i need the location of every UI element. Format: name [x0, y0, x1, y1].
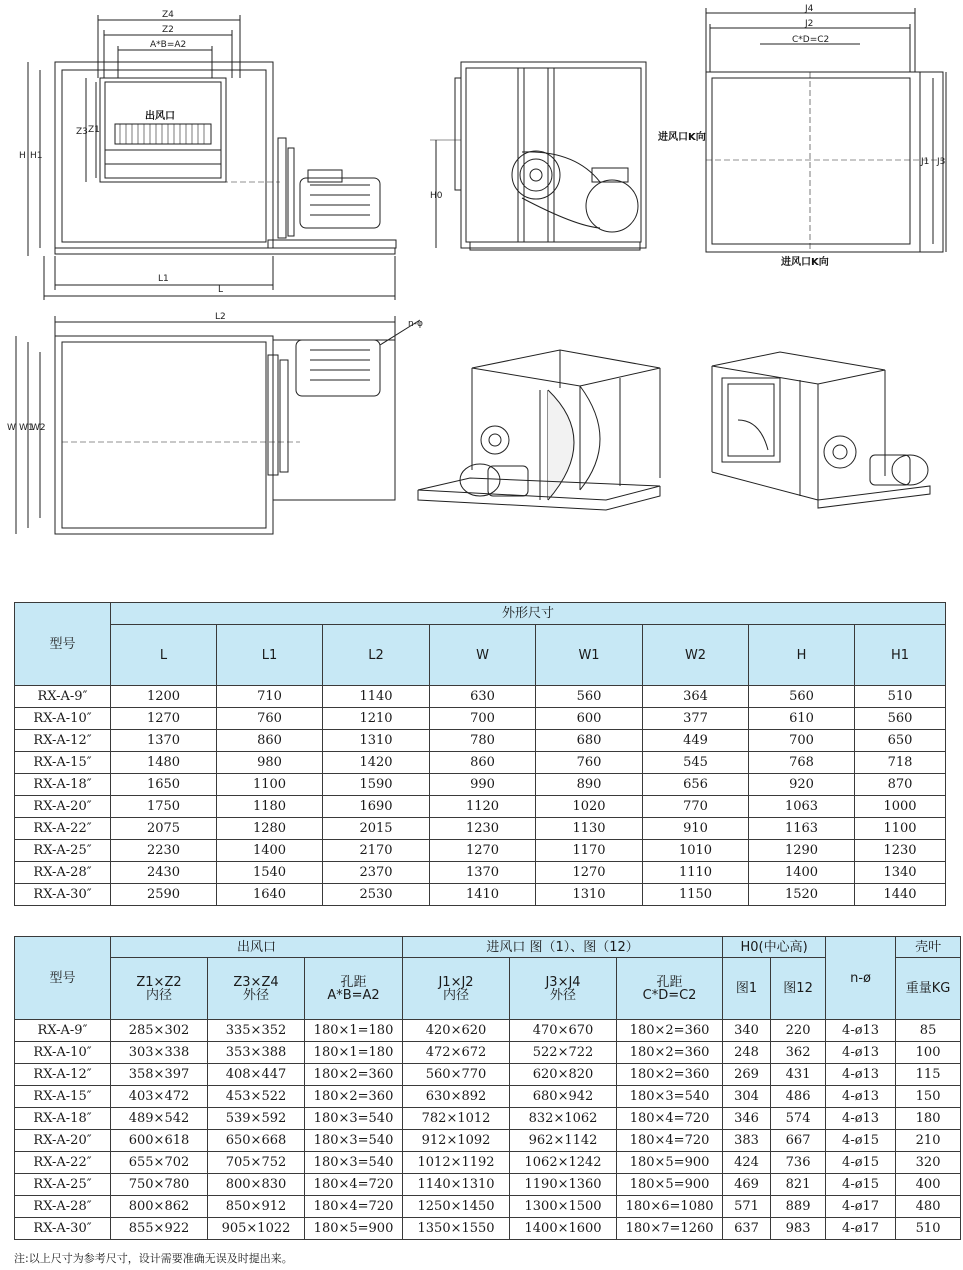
value-cell: 1063	[749, 796, 855, 818]
value-cell: 539×592	[208, 1108, 305, 1130]
value-cell: 85	[896, 1020, 961, 1042]
value-cell: 1370	[111, 730, 217, 752]
dim-w: W	[7, 423, 16, 433]
value-cell: 800×830	[208, 1174, 305, 1196]
value-cell: 680	[536, 730, 643, 752]
dim-l1: L1	[158, 274, 169, 284]
col-header-h: H	[749, 625, 855, 686]
value-cell: 680×942	[510, 1086, 617, 1108]
value-cell: 480	[896, 1196, 961, 1218]
value-cell: 180×2=360	[617, 1042, 723, 1064]
value-cell: 180×5=900	[617, 1174, 723, 1196]
value-cell: 620×820	[510, 1064, 617, 1086]
value-cell: 782×1012	[403, 1108, 510, 1130]
table-row	[15, 774, 946, 796]
value-cell: 1170	[536, 840, 643, 862]
value-cell: 870	[855, 774, 946, 796]
value-cell: 470×670	[510, 1020, 617, 1042]
dim-h1: H1	[30, 151, 43, 161]
inlet-outlet-dimensions-table	[14, 936, 961, 1240]
value-cell: 303×338	[111, 1042, 208, 1064]
dim-z1: Z1	[88, 125, 100, 135]
value-cell: 655×702	[111, 1152, 208, 1174]
table-row	[15, 1218, 961, 1240]
value-cell: 383	[723, 1130, 771, 1152]
value-cell: 1400	[749, 862, 855, 884]
table-row	[15, 1064, 961, 1086]
model-cell: RX-A-9″	[15, 1020, 111, 1042]
value-cell: 180×5=900	[305, 1218, 403, 1240]
value-cell: 1350×1550	[403, 1218, 510, 1240]
value-cell: 1270	[111, 708, 217, 730]
value-cell: 2530	[323, 884, 430, 906]
value-cell: 4-ø17	[826, 1196, 896, 1218]
model-cell: RX-A-22″	[15, 1152, 111, 1174]
value-cell: 346	[723, 1108, 771, 1130]
value-cell: 1150	[643, 884, 749, 906]
value-cell: 1210	[323, 708, 430, 730]
value-cell: 890	[536, 774, 643, 796]
value-cell: 1270	[536, 862, 643, 884]
z1z2-header: Z1×Z2 内径	[111, 958, 208, 1020]
model-cell: RX-A-10″	[15, 708, 111, 730]
value-cell: 304	[723, 1086, 771, 1108]
model-cell: RX-A-12″	[15, 1064, 111, 1086]
value-cell: 353×388	[208, 1042, 305, 1064]
dim-z4: Z4	[162, 10, 174, 20]
value-cell: 510	[896, 1218, 961, 1240]
table-row	[15, 862, 946, 884]
outlet-label: 出风口	[145, 111, 175, 122]
value-cell: 453×522	[208, 1086, 305, 1108]
col-header-w2: W2	[643, 625, 749, 686]
value-cell: 1012×1192	[403, 1152, 510, 1174]
value-cell: 364	[643, 686, 749, 708]
model-cell: RX-A-20″	[15, 1130, 111, 1152]
value-cell: 100	[896, 1042, 961, 1064]
value-cell: 4-ø13	[826, 1020, 896, 1042]
value-cell: 1230	[855, 840, 946, 862]
value-cell: 424	[723, 1152, 771, 1174]
value-cell: 656	[643, 774, 749, 796]
value-cell: 4-ø13	[826, 1042, 896, 1064]
value-cell: 1310	[536, 884, 643, 906]
value-cell: 1270	[430, 840, 536, 862]
value-cell: 1100	[855, 818, 946, 840]
value-cell: 571	[723, 1196, 771, 1218]
value-cell: 610	[749, 708, 855, 730]
outline-group-header: 外形尺寸	[111, 603, 946, 625]
value-cell: 760	[536, 752, 643, 774]
value-cell: 560×770	[403, 1064, 510, 1086]
table-row	[15, 1152, 961, 1174]
value-cell: 768	[749, 752, 855, 774]
j1j2-header: J1×J2 内径	[403, 958, 510, 1020]
model-cell: RX-A-18″	[15, 774, 111, 796]
table-row	[15, 1130, 961, 1152]
inlet-k-direction-label-bottom: 进风口K向	[781, 257, 829, 268]
value-cell: 248	[723, 1042, 771, 1064]
value-cell: 710	[217, 686, 323, 708]
value-cell: 180×6=1080	[617, 1196, 723, 1218]
value-cell: 630	[430, 686, 536, 708]
value-cell: 180×2=360	[305, 1064, 403, 1086]
value-cell: 1400	[217, 840, 323, 862]
value-cell: 750×780	[111, 1174, 208, 1196]
value-cell: 832×1062	[510, 1108, 617, 1130]
dim-l2: L2	[215, 312, 226, 322]
table-row	[15, 1020, 961, 1042]
value-cell: 1310	[323, 730, 430, 752]
value-cell: 560	[536, 686, 643, 708]
value-cell: 4-ø17	[826, 1218, 896, 1240]
isometric-view-2	[712, 352, 930, 508]
top-view-drawing	[16, 316, 420, 534]
value-cell: 220	[771, 1020, 826, 1042]
model-cell: RX-A-20″	[15, 796, 111, 818]
model-cell: RX-A-25″	[15, 1174, 111, 1196]
value-cell: 910	[643, 818, 749, 840]
value-cell: 1290	[749, 840, 855, 862]
value-cell: 340	[723, 1020, 771, 1042]
value-cell: 2370	[323, 862, 430, 884]
value-cell: 180×3=540	[617, 1086, 723, 1108]
value-cell: 962×1142	[510, 1130, 617, 1152]
value-cell: 860	[217, 730, 323, 752]
table-row	[15, 1042, 961, 1064]
value-cell: 1640	[217, 884, 323, 906]
value-cell: 1200	[111, 686, 217, 708]
value-cell: 760	[217, 708, 323, 730]
value-cell: 403×472	[111, 1086, 208, 1108]
value-cell: 1250×1450	[403, 1196, 510, 1218]
z3z4-header: Z3×Z4 外径	[208, 958, 305, 1020]
table-row	[15, 752, 946, 774]
inlet-group-header: 进风口 图（1）、图（12）	[403, 937, 723, 958]
value-cell: 180×7=1260	[617, 1218, 723, 1240]
technical-drawings	[0, 0, 963, 560]
value-cell: 800×862	[111, 1196, 208, 1218]
table-row	[15, 1108, 961, 1130]
table-row	[15, 1196, 961, 1218]
value-cell: 4-ø15	[826, 1152, 896, 1174]
value-cell: 180×4=720	[617, 1108, 723, 1130]
value-cell: 4-ø13	[826, 1064, 896, 1086]
model-cell: RX-A-30″	[15, 1218, 111, 1240]
value-cell: 180×4=720	[305, 1196, 403, 1218]
dim-j3: J3	[937, 157, 946, 167]
value-cell: 905×1022	[208, 1218, 305, 1240]
inlet-k-direction-label-side: 进风口K向	[658, 132, 706, 143]
value-cell: 650×668	[208, 1130, 305, 1152]
value-cell: 180×4=720	[617, 1130, 723, 1152]
value-cell: 472×672	[403, 1042, 510, 1064]
value-cell: 2230	[111, 840, 217, 862]
dim-z3: Z3	[76, 127, 88, 137]
value-cell: 180×3=540	[305, 1152, 403, 1174]
value-cell: 285×302	[111, 1020, 208, 1042]
value-cell: 408×447	[208, 1064, 305, 1086]
value-cell: 1140×1310	[403, 1174, 510, 1196]
value-cell: 990	[430, 774, 536, 796]
value-cell: 1010	[643, 840, 749, 862]
value-cell: 180×5=900	[617, 1152, 723, 1174]
value-cell: 180×2=360	[617, 1020, 723, 1042]
table-row	[15, 686, 946, 708]
value-cell: 1340	[855, 862, 946, 884]
front-view-drawing	[28, 15, 396, 300]
model-cell: RX-A-15″	[15, 1086, 111, 1108]
value-cell: 1280	[217, 818, 323, 840]
dim-h: H	[19, 151, 26, 161]
dim-cd: C*D=C2	[792, 35, 830, 45]
value-cell: 4-ø13	[826, 1108, 896, 1130]
table-row	[15, 884, 946, 906]
model-cell: RX-A-25″	[15, 840, 111, 862]
value-cell: 983	[771, 1218, 826, 1240]
col-header-w1: W1	[536, 625, 643, 686]
model-cell: RX-A-10″	[15, 1042, 111, 1064]
value-cell: 180×3=540	[305, 1130, 403, 1152]
value-cell: 469	[723, 1174, 771, 1196]
value-cell: 600×618	[111, 1130, 208, 1152]
value-cell: 1370	[430, 862, 536, 884]
value-cell: 335×352	[208, 1020, 305, 1042]
value-cell: 522×722	[510, 1042, 617, 1064]
value-cell: 4-ø13	[826, 1086, 896, 1108]
col-header-l2: L2	[323, 625, 430, 686]
h0-group-header: H0(中心高)	[723, 937, 826, 958]
value-cell: 700	[430, 708, 536, 730]
value-cell: 700	[749, 730, 855, 752]
value-cell: 705×752	[208, 1152, 305, 1174]
value-cell: 4-ø15	[826, 1130, 896, 1152]
value-cell: 574	[771, 1108, 826, 1130]
value-cell: 180×2=360	[305, 1086, 403, 1108]
value-cell: 358×397	[111, 1064, 208, 1086]
value-cell: 510	[855, 686, 946, 708]
value-cell: 637	[723, 1218, 771, 1240]
dim-j1: J1	[921, 157, 930, 167]
model-cell: RX-A-15″	[15, 752, 111, 774]
model-cell: RX-A-28″	[15, 1196, 111, 1218]
table-row	[15, 708, 946, 730]
dim-w1: W1	[19, 423, 34, 433]
value-cell: 1300×1500	[510, 1196, 617, 1218]
model-cell: RX-A-18″	[15, 1108, 111, 1130]
value-cell: 2590	[111, 884, 217, 906]
model-header-2: 型号	[15, 937, 111, 1020]
value-cell: 980	[217, 752, 323, 774]
dim-z2: Z2	[162, 25, 174, 35]
side-view-drawing	[430, 62, 646, 250]
value-cell: 180×2=360	[617, 1064, 723, 1086]
value-cell: 545	[643, 752, 749, 774]
value-cell: 1590	[323, 774, 430, 796]
value-cell: 431	[771, 1064, 826, 1086]
value-cell: 1540	[217, 862, 323, 884]
col-header-l1: L1	[217, 625, 323, 686]
value-cell: 1110	[643, 862, 749, 884]
value-cell: 180×4=720	[305, 1174, 403, 1196]
value-cell: 718	[855, 752, 946, 774]
value-cell: 449	[643, 730, 749, 752]
value-cell: 2430	[111, 862, 217, 884]
shell-header: 壳叶	[896, 937, 961, 958]
model-cell: RX-A-28″	[15, 862, 111, 884]
isometric-view-1	[418, 350, 660, 510]
value-cell: 320	[896, 1152, 961, 1174]
table-row	[15, 730, 946, 752]
table-row	[15, 1086, 961, 1108]
value-cell: 180×1=180	[305, 1042, 403, 1064]
dim-w2: W2	[31, 423, 46, 433]
value-cell: 1420	[323, 752, 430, 774]
table-row	[15, 818, 946, 840]
value-cell: 180×3=540	[305, 1108, 403, 1130]
value-cell: 1000	[855, 796, 946, 818]
value-cell: 1130	[536, 818, 643, 840]
value-cell: 736	[771, 1152, 826, 1174]
value-cell: 600	[536, 708, 643, 730]
value-cell: 1190×1360	[510, 1174, 617, 1196]
value-cell: 362	[771, 1042, 826, 1064]
value-cell: 150	[896, 1086, 961, 1108]
col-header-w: W	[430, 625, 536, 686]
value-cell: 489×542	[111, 1108, 208, 1130]
weight-header: 重量KG	[896, 958, 961, 1020]
value-cell: 1410	[430, 884, 536, 906]
model-cell: RX-A-9″	[15, 686, 111, 708]
value-cell: 2015	[323, 818, 430, 840]
value-cell: 780	[430, 730, 536, 752]
value-cell: 180×1=180	[305, 1020, 403, 1042]
value-cell: 1650	[111, 774, 217, 796]
value-cell: 850×912	[208, 1196, 305, 1218]
value-cell: 2170	[323, 840, 430, 862]
value-cell: 180	[896, 1108, 961, 1130]
value-cell: 855×922	[111, 1218, 208, 1240]
value-cell: 889	[771, 1196, 826, 1218]
value-cell: 2075	[111, 818, 217, 840]
outlet-hole-header: 孔距 A*B=A2	[305, 958, 403, 1020]
value-cell: 667	[771, 1130, 826, 1152]
fig1-header: 图1	[723, 958, 771, 1020]
value-cell: 630×892	[403, 1086, 510, 1108]
j3j4-header: J3×J4 外径	[510, 958, 617, 1020]
model-cell: RX-A-30″	[15, 884, 111, 906]
value-cell: 770	[643, 796, 749, 818]
value-cell: 1180	[217, 796, 323, 818]
value-cell: 1100	[217, 774, 323, 796]
value-cell: 1440	[855, 884, 946, 906]
model-header: 型号	[15, 603, 111, 686]
col-header-h1: H1	[855, 625, 946, 686]
outlet-group-header: 出风口	[111, 937, 403, 958]
value-cell: 860	[430, 752, 536, 774]
outline-dimensions-table	[14, 602, 946, 906]
dim-j2: J2	[805, 19, 814, 29]
value-cell: 377	[643, 708, 749, 730]
value-cell: 1520	[749, 884, 855, 906]
value-cell: 269	[723, 1064, 771, 1086]
dim-ab: A*B=A2	[150, 40, 187, 50]
n-phi-header: n-ø	[826, 937, 896, 1020]
value-cell: 1690	[323, 796, 430, 818]
value-cell: 115	[896, 1064, 961, 1086]
value-cell: 420×620	[403, 1020, 510, 1042]
value-cell: 486	[771, 1086, 826, 1108]
value-cell: 1163	[749, 818, 855, 840]
value-cell: 650	[855, 730, 946, 752]
model-cell: RX-A-22″	[15, 818, 111, 840]
value-cell: 1230	[430, 818, 536, 840]
dim-h0: H0	[430, 191, 443, 201]
footnote: 注:以上尺寸为参考尺寸，设计需要准确无误及时提出来。	[14, 1252, 293, 1265]
fig12-header: 图12	[771, 958, 826, 1020]
col-header-l: L	[111, 625, 217, 686]
dim-n-phi: n-φ	[408, 319, 423, 329]
inlet-hole-header: 孔距 C*D=C2	[617, 958, 723, 1020]
table-row	[15, 840, 946, 862]
value-cell: 912×1092	[403, 1130, 510, 1152]
value-cell: 1750	[111, 796, 217, 818]
model-cell: RX-A-12″	[15, 730, 111, 752]
value-cell: 4-ø15	[826, 1174, 896, 1196]
value-cell: 560	[749, 686, 855, 708]
value-cell: 1140	[323, 686, 430, 708]
table-row	[15, 1174, 961, 1196]
value-cell: 1480	[111, 752, 217, 774]
value-cell: 400	[896, 1174, 961, 1196]
value-cell: 1020	[536, 796, 643, 818]
dim-j4: J4	[805, 4, 814, 14]
value-cell: 920	[749, 774, 855, 796]
value-cell: 1400×1600	[510, 1218, 617, 1240]
value-cell: 1062×1242	[510, 1152, 617, 1174]
table-row	[15, 796, 946, 818]
value-cell: 560	[855, 708, 946, 730]
value-cell: 210	[896, 1130, 961, 1152]
value-cell: 1120	[430, 796, 536, 818]
dim-l: L	[218, 285, 224, 295]
value-cell: 821	[771, 1174, 826, 1196]
